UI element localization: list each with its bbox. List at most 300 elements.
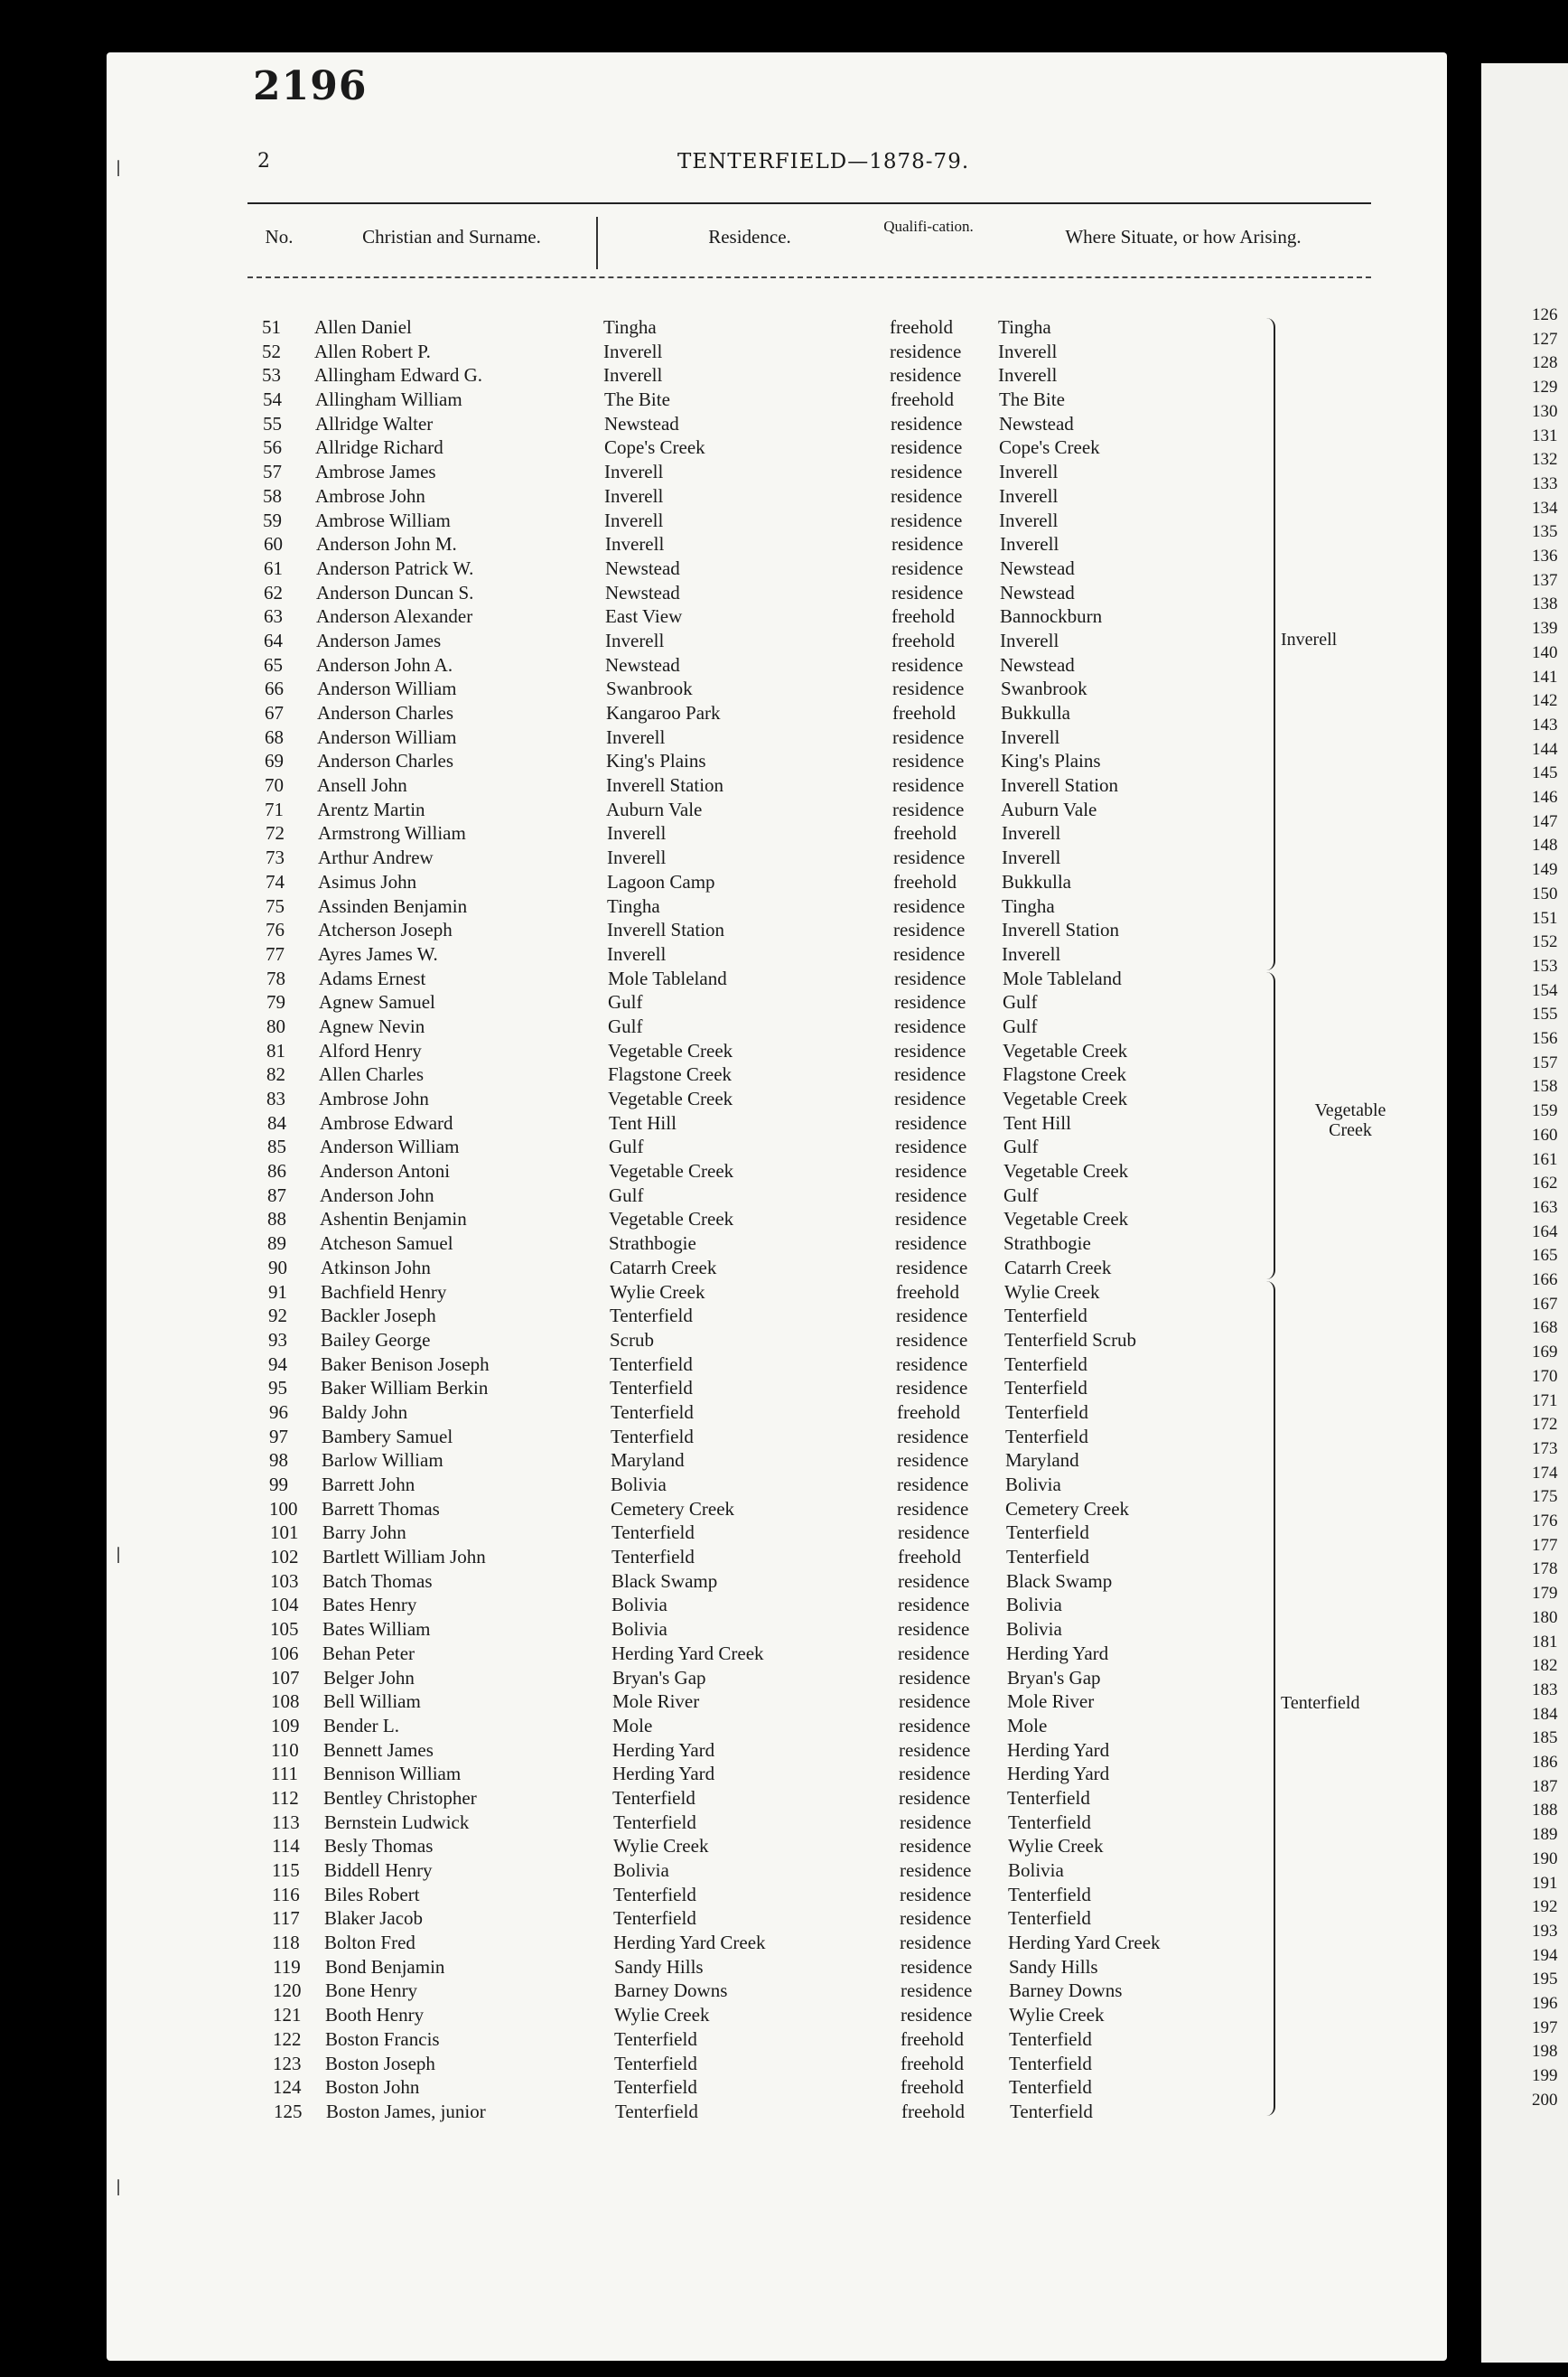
table-row <box>0 1955 1355 1979</box>
entry-qualification: residence <box>891 557 964 579</box>
entry-qualification: residence <box>892 750 965 772</box>
entry-number: 63 <box>264 605 283 628</box>
entry-name: Baldy John <box>322 1400 408 1423</box>
entry-residence: Inverell <box>607 847 667 869</box>
entry-residence: Mole River <box>612 1690 700 1713</box>
entry-name: Allen Daniel <box>314 316 412 338</box>
entry-number: 104 <box>270 1594 299 1616</box>
table-row <box>0 677 1355 701</box>
adjacent-page-number: 180 <box>1532 1607 1558 1627</box>
entry-residence: Gulf <box>608 991 643 1014</box>
entry-where: Gulf <box>1003 1136 1039 1158</box>
entry-name: Anderson Alexander <box>316 605 473 628</box>
entry-qualification: freehold <box>891 388 954 411</box>
entry-where: Inverell <box>1000 533 1059 556</box>
entry-where: Barney Downs <box>1009 1979 1123 2002</box>
table-row <box>0 581 1355 605</box>
entry-residence: Tenterfield <box>610 1377 693 1399</box>
entry-where: Vegetable Creek <box>1003 1208 1129 1231</box>
entry-qualification: residence <box>896 1377 968 1399</box>
table-row <box>0 1617 1355 1642</box>
entry-number: 52 <box>262 340 281 362</box>
entry-residence: Inverell <box>607 822 667 845</box>
adjacent-page-number: 166 <box>1532 1270 1558 1289</box>
table-row <box>0 363 1355 388</box>
entry-residence: Tenterfield <box>614 2052 697 2074</box>
entry-number: 89 <box>267 1232 286 1255</box>
entry-qualification: residence <box>892 725 965 748</box>
adjacent-page-number: 146 <box>1532 788 1558 807</box>
entry-number: 75 <box>266 894 285 917</box>
adjacent-page-number: 141 <box>1532 667 1558 687</box>
entry-number: 88 <box>267 1208 286 1231</box>
entry-name: Anderson Duncan S. <box>316 581 474 604</box>
entry-number: 119 <box>273 1955 301 1978</box>
entry-where: Cope's Creek <box>999 436 1100 459</box>
entry-residence: Bolivia <box>611 1618 667 1641</box>
entry-number: 120 <box>273 1979 302 2002</box>
entry-number: 68 <box>265 725 284 748</box>
adjacent-page-number: 170 <box>1532 1366 1558 1386</box>
entry-residence: Inverell <box>605 629 665 651</box>
table-row <box>0 870 1355 894</box>
table-row <box>0 532 1355 557</box>
entry-qualification: freehold <box>891 605 955 628</box>
table-row <box>0 1786 1355 1811</box>
adjacent-page-number: 139 <box>1532 619 1558 639</box>
entry-qualification: residence <box>891 533 964 556</box>
entry-name: Anderson John A. <box>316 653 453 676</box>
entry-residence: Tenterfield <box>611 1425 694 1447</box>
entry-name: Allen Robert P. <box>314 340 431 362</box>
entry-qualification: freehold <box>897 1400 960 1423</box>
entry-residence: Gulf <box>608 1015 643 1037</box>
entry-where: Vegetable Creek <box>1003 1088 1128 1109</box>
adjacent-page-number: 181 <box>1532 1632 1558 1652</box>
table-row <box>0 1521 1355 1545</box>
adjacent-page-number: 169 <box>1532 1343 1558 1362</box>
entry-qualification: freehold <box>901 2027 964 2050</box>
entry-qualification: residence <box>897 1474 969 1495</box>
entry-number: 109 <box>271 1714 300 1736</box>
adjacent-page-number: 142 <box>1532 691 1558 711</box>
entry-qualification: residence <box>894 1015 966 1037</box>
entry-name: Allen Charles <box>319 1063 425 1086</box>
entry-name: Atcherson Joseph <box>318 919 453 941</box>
entry-residence: Tenterfield <box>613 1907 696 1930</box>
table-row <box>0 484 1355 509</box>
adjacent-page-number: 156 <box>1532 1029 1558 1048</box>
table-row <box>0 1256 1355 1280</box>
entry-number: 101 <box>270 1521 299 1544</box>
entry-name: Anderson John <box>320 1184 434 1206</box>
entry-qualification: residence <box>895 1111 967 1134</box>
entry-where: Herding Yard Creek <box>1008 1932 1161 1954</box>
entry-qualification: freehold <box>901 2100 965 2122</box>
adjacent-page-number: 130 <box>1532 401 1558 421</box>
group-label-vegetable-creek: Vegetable Creek <box>1314 1100 1386 1140</box>
entry-residence: Bolivia <box>611 1474 667 1495</box>
entry-qualification: freehold <box>893 870 957 893</box>
adjacent-page-number: 155 <box>1532 1005 1558 1025</box>
table-row <box>0 1689 1355 1714</box>
entry-number: 70 <box>265 774 284 797</box>
adjacent-page-number: 199 <box>1532 2066 1558 2086</box>
adjacent-page-number: 175 <box>1532 1487 1558 1507</box>
entry-qualification: residence <box>899 1666 971 1689</box>
entry-residence: Cemetery Creek <box>611 1497 735 1520</box>
col-header-name: Christian and Surname. <box>362 226 541 248</box>
adjacent-page-number: 184 <box>1532 1704 1558 1724</box>
entry-name: Anderson James <box>316 629 442 651</box>
entry-number: 95 <box>268 1377 287 1399</box>
entry-name: Agnew Nevin <box>319 1015 425 1037</box>
table-row <box>0 1015 1355 1039</box>
entry-number: 125 <box>274 2100 303 2122</box>
entry-where: Bolivia <box>1006 1618 1062 1641</box>
adjacent-page-number: 149 <box>1532 860 1558 880</box>
adjacent-page-number: 163 <box>1532 1197 1558 1217</box>
entry-list <box>0 315 1355 2124</box>
entry-name: Anderson William <box>317 725 457 748</box>
entry-number: 118 <box>272 1932 300 1954</box>
entry-name: Ambrose Edward <box>320 1111 453 1134</box>
entry-number: 98 <box>269 1449 288 1472</box>
entry-qualification: residence <box>894 967 966 989</box>
entry-residence: Kangaroo Park <box>606 702 721 724</box>
entry-name: Atkinson John <box>321 1256 431 1278</box>
entry-number: 108 <box>271 1690 300 1713</box>
entry-where: Flagstone Creek <box>1003 1063 1127 1086</box>
entry-qualification: residence <box>898 1569 970 1592</box>
entry-number: 64 <box>264 629 283 651</box>
entry-where: Strathbogie <box>1003 1232 1091 1255</box>
adjacent-page-number: 167 <box>1532 1294 1558 1314</box>
entry-qualification: freehold <box>893 822 957 845</box>
adjacent-page-number: 188 <box>1532 1801 1558 1820</box>
entry-where: Mole <box>1007 1714 1048 1736</box>
entry-qualification: freehold <box>901 2076 964 2099</box>
entry-where: Inverell <box>999 509 1059 531</box>
entry-name: Anderson John M. <box>316 533 457 556</box>
adjacent-page-number: 136 <box>1532 547 1558 566</box>
table-row <box>0 1762 1355 1786</box>
entry-where: Inverell <box>1001 725 1060 748</box>
entry-number: 113 <box>272 1811 300 1833</box>
entry-name: Behan Peter <box>322 1642 415 1664</box>
table-row <box>0 2075 1355 2100</box>
entry-qualification: residence <box>897 1449 969 1472</box>
entry-residence: Inverell Station <box>607 919 725 941</box>
entry-number: 102 <box>270 1546 299 1568</box>
entry-qualification: residence <box>895 1232 967 1255</box>
entry-qualification: residence <box>895 1184 967 1206</box>
col-header-qualification: Qualifi-cation. <box>883 218 974 235</box>
entry-residence: Tenterfield <box>611 1400 694 1423</box>
adjacent-page-number: 171 <box>1532 1390 1558 1410</box>
entry-residence: Tenterfield <box>613 1811 696 1833</box>
entry-number: 87 <box>267 1184 286 1206</box>
col-header-no: No. <box>265 226 294 248</box>
entry-name: Bernstein Ludwick <box>324 1811 470 1833</box>
entry-where: Swanbrook <box>1001 678 1087 700</box>
entry-residence: Catarrh Creek <box>610 1256 717 1278</box>
entry-number: 61 <box>264 557 283 579</box>
entry-where: Inverell <box>1002 847 1061 869</box>
adjacent-page-number: 152 <box>1532 932 1558 952</box>
table-row <box>0 1642 1355 1666</box>
table-row <box>0 725 1355 750</box>
table-row <box>0 990 1355 1015</box>
entry-where: Inverell Station <box>1001 774 1119 797</box>
adjacent-page-number: 165 <box>1532 1246 1558 1266</box>
adjacent-page-number: 190 <box>1532 1848 1558 1868</box>
entry-number: 86 <box>267 1160 286 1183</box>
entry-where: Catarrh Creek <box>1004 1256 1112 1278</box>
entry-number: 76 <box>266 919 285 941</box>
entry-where: Bukkulla <box>1001 702 1070 724</box>
entry-where: Sandy Hills <box>1009 1955 1098 1978</box>
entry-qualification: residence <box>892 798 965 820</box>
entry-where: Tenterfield <box>1008 1811 1091 1833</box>
entry-qualification: residence <box>897 1497 969 1520</box>
col-header-residence: Residence. <box>708 226 791 248</box>
entry-where: Tenterfield Scrub <box>1004 1328 1137 1351</box>
table-row <box>0 340 1355 364</box>
entry-residence: Vegetable Creek <box>609 1160 734 1183</box>
adjacent-page-number: 177 <box>1532 1535 1558 1555</box>
entry-qualification: residence <box>890 364 962 387</box>
entry-residence: King's Plains <box>606 750 706 772</box>
entry-number: 82 <box>266 1063 285 1086</box>
entry-qualification: residence <box>901 2004 973 2026</box>
table-row <box>0 435 1355 460</box>
entry-name: Boston Joseph <box>325 2052 435 2074</box>
adjacent-page-number: 143 <box>1532 715 1558 735</box>
entry-name: Bennett James <box>323 1738 434 1761</box>
entry-where: Tenterfield <box>1005 1425 1088 1447</box>
entry-name: Ayres James W. <box>318 942 438 965</box>
entry-where: Inverell <box>1002 942 1061 965</box>
table-row <box>0 388 1355 412</box>
entry-number: 56 <box>263 436 282 459</box>
entry-qualification: freehold <box>901 2052 964 2074</box>
entry-where: Mole Tableland <box>1003 967 1122 989</box>
table-row <box>0 1931 1355 1955</box>
adjacent-page-number: 133 <box>1532 473 1558 493</box>
entry-number: 73 <box>266 847 285 869</box>
adjacent-page-number: 197 <box>1532 2017 1558 2037</box>
entry-qualification: residence <box>898 1594 970 1616</box>
entry-where: Newstead <box>999 412 1074 435</box>
entry-residence: Herding Yard <box>612 1763 715 1785</box>
table-row <box>0 1376 1355 1400</box>
adjacent-page-number: 172 <box>1532 1415 1558 1435</box>
table-row <box>0 1039 1355 1063</box>
entry-number: 117 <box>272 1907 300 1930</box>
entry-residence: Tenterfield <box>613 1883 696 1905</box>
entry-number: 77 <box>266 942 285 965</box>
entry-residence: Herding Yard Creek <box>613 1932 766 1954</box>
table-row <box>0 1087 1355 1111</box>
adjacent-page-number: 132 <box>1532 450 1558 470</box>
adjacent-page-number: 131 <box>1532 426 1558 445</box>
entry-name: Ashentin Benjamin <box>320 1208 467 1231</box>
entry-residence: Bryan's Gap <box>612 1666 706 1689</box>
entry-name: Bender L. <box>323 1714 399 1736</box>
entry-residence: Herding Yard <box>612 1738 715 1761</box>
entry-where: Tingha <box>1002 894 1055 917</box>
entry-number: 67 <box>265 702 284 724</box>
entry-where: Gulf <box>1003 1184 1039 1206</box>
adjacent-page-number: 198 <box>1532 2042 1558 2062</box>
entry-name: Bates Henry <box>322 1594 417 1616</box>
table-row <box>0 1906 1355 1931</box>
header-rule-bottom <box>247 276 1371 278</box>
adjacent-page-number: 168 <box>1532 1318 1558 1338</box>
table-row <box>0 1858 1355 1883</box>
entry-name: Baker Benison Joseph <box>321 1352 490 1375</box>
entry-name: Blaker Jacob <box>324 1907 424 1930</box>
table-row <box>0 1231 1355 1256</box>
entry-residence: Inverell <box>607 942 667 965</box>
entry-name: Bentley Christopher <box>323 1786 477 1809</box>
entry-number: 69 <box>265 750 284 772</box>
entry-residence: Cope's Creek <box>604 436 705 459</box>
entry-residence: Maryland <box>611 1449 685 1472</box>
entry-residence: Newstead <box>605 557 680 579</box>
entry-qualification: residence <box>891 509 963 531</box>
entry-number: 105 <box>270 1618 299 1641</box>
entry-number: 91 <box>268 1280 287 1303</box>
entry-number: 124 <box>273 2076 302 2099</box>
entry-number: 106 <box>270 1642 299 1664</box>
entry-residence: Newstead <box>605 581 680 604</box>
table-row <box>0 1062 1355 1087</box>
entry-residence: Tenterfield <box>610 1352 693 1375</box>
table-row <box>0 412 1355 436</box>
entry-residence: Mole Tableland <box>608 967 727 989</box>
adjacent-page-number: 162 <box>1532 1174 1558 1193</box>
entry-residence: Inverell <box>603 340 663 362</box>
entry-qualification: residence <box>900 1932 972 1954</box>
entry-where: Tenterfield <box>1006 1546 1089 1568</box>
entry-residence: Inverell <box>606 725 666 748</box>
entry-number: 54 <box>263 388 282 411</box>
entry-name: Backler Joseph <box>321 1305 436 1327</box>
entry-where: Tenterfield <box>1009 2076 1092 2099</box>
entry-qualification: residence <box>891 581 964 604</box>
entry-qualification: residence <box>891 461 963 483</box>
entry-name: Barlow William <box>322 1449 443 1472</box>
adjacent-page-number: 187 <box>1532 1776 1558 1796</box>
entry-qualification: residence <box>896 1328 968 1351</box>
table-row <box>0 460 1355 484</box>
entry-where: Tenterfield <box>1009 2052 1092 2074</box>
entry-residence: Herding Yard Creek <box>611 1642 764 1664</box>
entry-number: 72 <box>266 822 285 845</box>
entry-name: Atcheson Samuel <box>320 1232 453 1255</box>
entry-residence: Inverell <box>603 364 663 387</box>
entry-number: 122 <box>273 2027 302 2050</box>
entry-name: Ambrose William <box>315 509 451 531</box>
table-row <box>0 315 1355 340</box>
table-row <box>0 846 1355 870</box>
entry-residence: Bolivia <box>613 1859 669 1881</box>
table-row <box>0 1811 1355 1835</box>
entry-number: 60 <box>264 533 283 556</box>
entry-qualification: residence <box>901 1955 973 1978</box>
entry-residence: Wylie Creek <box>610 1280 705 1303</box>
entry-where: Auburn Vale <box>1001 798 1097 820</box>
entry-where: Tenterfield <box>1004 1352 1087 1375</box>
entry-where: Tenterfield <box>1008 1883 1091 1905</box>
entry-qualification: residence <box>899 1763 971 1785</box>
entry-name: Allridge Richard <box>315 436 443 459</box>
entry-name: Armstrong William <box>318 822 466 845</box>
margin-mark: | <box>116 2177 122 2196</box>
entry-qualification: residence <box>898 1618 970 1641</box>
adjacent-page-number: 189 <box>1532 1825 1558 1845</box>
entry-qualification: residence <box>893 894 966 917</box>
entry-residence: Inverell <box>604 484 664 507</box>
table-row <box>0 1497 1355 1521</box>
table-row <box>0 798 1355 822</box>
entry-name: Asimus John <box>318 870 417 893</box>
entry-name: Bone Henry <box>325 1979 418 2002</box>
entry-where: Inverell <box>999 484 1059 507</box>
entry-residence: Gulf <box>609 1184 644 1206</box>
entry-where: Herding Yard <box>1006 1642 1109 1664</box>
entry-name: Barrett Thomas <box>322 1497 440 1520</box>
adjacent-page-number: 183 <box>1532 1680 1558 1699</box>
group-label-inverell: Inverell <box>1281 630 1338 650</box>
entry-number: 53 <box>262 364 281 387</box>
entry-number: 80 <box>266 1015 285 1037</box>
entry-where: Maryland <box>1005 1449 1079 1472</box>
entry-where: Herding Yard <box>1007 1763 1110 1785</box>
entry-number: 100 <box>269 1497 298 1520</box>
entry-residence: Tenterfield <box>615 2100 698 2122</box>
entry-name: Anderson Charles <box>317 702 454 724</box>
entry-residence: Tent Hill <box>609 1111 677 1134</box>
entry-where: King's Plains <box>1001 750 1101 772</box>
entry-number: 103 <box>270 1569 299 1592</box>
entry-residence: Newstead <box>605 653 680 676</box>
entry-qualification: residence <box>891 436 963 459</box>
entry-qualification: freehold <box>890 316 953 338</box>
entry-qualification: residence <box>890 340 962 362</box>
adjacent-page-number: 135 <box>1532 522 1558 542</box>
entry-name: Bambery Samuel <box>322 1425 453 1447</box>
entry-where: Tenterfield <box>1010 2100 1093 2122</box>
entry-name: Agnew Samuel <box>319 991 435 1014</box>
entry-where: The Bite <box>999 388 1065 411</box>
table-row <box>0 1593 1355 1617</box>
entry-qualification: residence <box>891 484 963 507</box>
entry-name: Boston Francis <box>325 2027 440 2050</box>
entry-number: 121 <box>273 2004 302 2026</box>
entry-residence: East View <box>605 605 683 628</box>
entry-residence: Wylie Creek <box>613 1835 709 1858</box>
adjacent-page-number: 185 <box>1532 1728 1558 1748</box>
entry-where: Inverell <box>1002 822 1061 845</box>
entry-residence: Scrub <box>610 1328 654 1351</box>
entry-where: Cemetery Creek <box>1005 1497 1130 1520</box>
entry-name: Allingham William <box>315 388 462 411</box>
entry-where: Tent Hill <box>1003 1111 1071 1134</box>
entry-qualification: residence <box>899 1690 971 1713</box>
